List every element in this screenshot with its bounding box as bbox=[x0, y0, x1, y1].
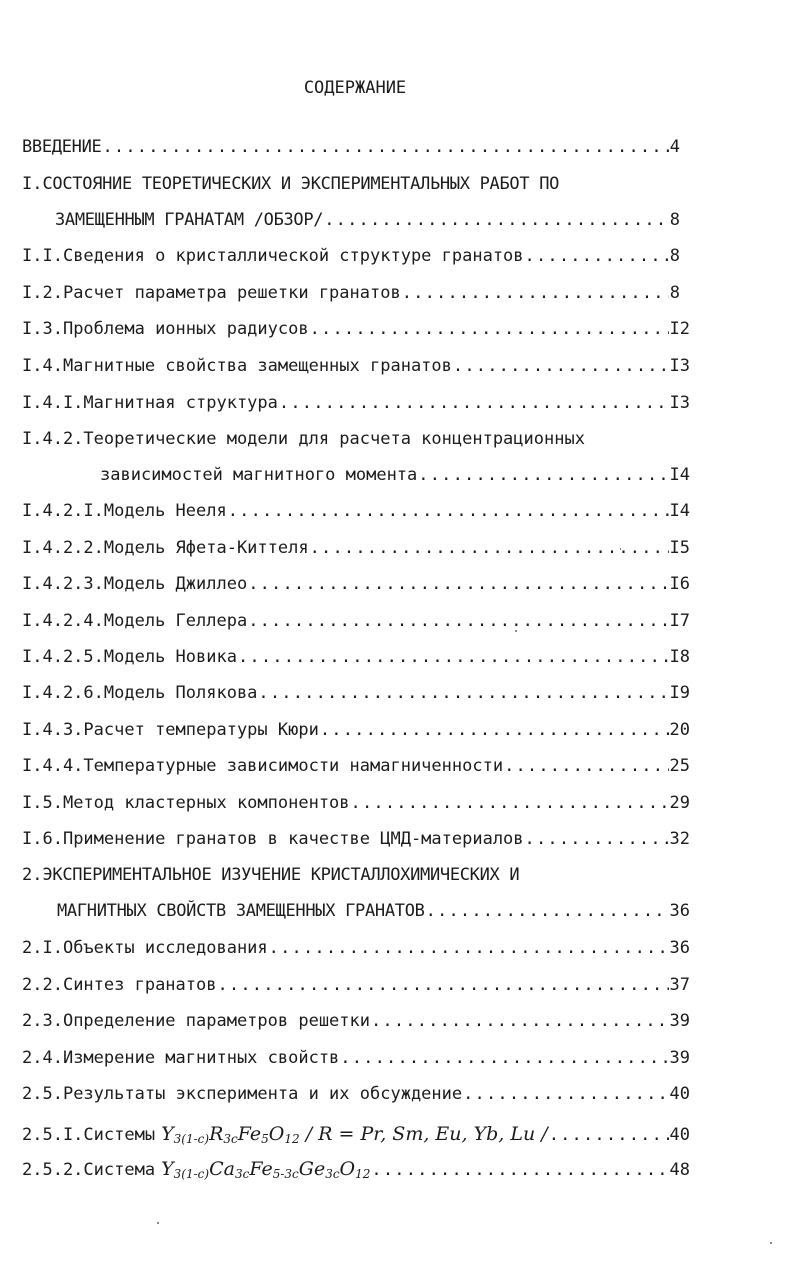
toc-entry-1-4-2-cont bbox=[100, 462, 690, 488]
toc-entry-introduction bbox=[22, 134, 680, 160]
leader-dots bbox=[371, 1008, 669, 1034]
leader-dots bbox=[279, 390, 669, 416]
toc-entry-title: Определение параметров решетки bbox=[62, 1011, 370, 1031]
toc-section-number: I. bbox=[22, 174, 43, 194]
toc-page-number: 4 bbox=[669, 137, 680, 157]
toc-entry-title: Система bbox=[83, 1160, 156, 1180]
toc-section-number: I.4.2.4. bbox=[22, 611, 104, 631]
toc-section-number: I.4.2. bbox=[22, 429, 84, 449]
toc-entry-chapter-2-cont bbox=[57, 898, 690, 924]
toc-page-number: 8 bbox=[669, 210, 680, 230]
toc-page-number: I9 bbox=[669, 683, 690, 703]
leader-dots bbox=[340, 1045, 668, 1071]
toc-page-number: I7 bbox=[669, 611, 690, 631]
toc-entry-1-4-2 bbox=[22, 426, 690, 452]
toc-page-number: I4 bbox=[669, 501, 690, 521]
leader-dots bbox=[463, 1081, 668, 1107]
toc-entry-title: Температурные зависимости намагниченности bbox=[83, 756, 504, 776]
toc-entry-title: Теоретические модели для расчета концентрационных bbox=[83, 429, 585, 449]
scan-speck bbox=[157, 1222, 159, 1224]
toc-entry-title: Применение гранатов в качестве ЦМД-материалов bbox=[62, 829, 524, 849]
leader-dots bbox=[549, 1119, 669, 1150]
toc-section-number: I.4.2.3. bbox=[22, 574, 104, 594]
leader-dots bbox=[418, 462, 668, 488]
toc-entry-title: ЗАМЕЩЕННЫМ ГРАНАТАМ /ОБЗОР/ bbox=[55, 210, 324, 230]
toc-section-number: I.4.2.I. bbox=[22, 501, 104, 521]
toc-entry-2-3 bbox=[22, 1008, 690, 1034]
leader-dots bbox=[453, 353, 669, 379]
leader-dots bbox=[320, 717, 669, 743]
leader-dots bbox=[504, 753, 668, 779]
toc-section-number: I.4.2.5. bbox=[22, 647, 104, 667]
toc-section-number: 2.I. bbox=[22, 938, 63, 958]
toc-section-number: 2.5.I. bbox=[22, 1125, 84, 1145]
toc-section-number: I.4.3. bbox=[22, 720, 84, 740]
toc-page-number: 36 bbox=[669, 938, 690, 958]
leader-dots bbox=[217, 972, 668, 998]
toc-section-number: I.3. bbox=[22, 319, 63, 339]
toc-page-number: I6 bbox=[669, 574, 690, 594]
toc-entry-title: МАГНИТНЫХ СВОЙСТВ ЗАМЕЩЕННЫХ ГРАНАТОВ bbox=[57, 901, 425, 921]
toc-entry-1-4-2-4 bbox=[22, 608, 690, 634]
toc-entry-title: Модель Новика bbox=[103, 647, 237, 667]
toc-entry-1-4-1 bbox=[22, 390, 690, 416]
scan-speck bbox=[620, 548, 621, 550]
toc-entry-1-5 bbox=[22, 790, 690, 816]
toc-section-number: I.4.2.2. bbox=[22, 538, 104, 558]
toc-entry-2-5-1 bbox=[22, 1118, 690, 1150]
toc-entry-1-4-2-6 bbox=[22, 680, 690, 706]
leader-dots bbox=[310, 316, 669, 342]
toc-entry-title: Проблема ионных радиусов bbox=[62, 319, 309, 339]
toc-entry-1-4-2-1 bbox=[22, 498, 690, 524]
scan-speck bbox=[770, 1242, 772, 1244]
toc-entry-title: Магнитная структура bbox=[83, 393, 278, 413]
leader-dots bbox=[248, 571, 668, 597]
toc-page-number: 8 bbox=[669, 246, 680, 266]
toc-entry-1-4-2-2 bbox=[22, 535, 690, 561]
toc-page-number: 29 bbox=[669, 793, 690, 813]
leader-dots bbox=[269, 935, 669, 961]
toc-entry-2-1 bbox=[22, 935, 690, 961]
toc-entry-2-4 bbox=[22, 1045, 690, 1071]
leader-dots bbox=[324, 207, 669, 233]
toc-entry-title: Метод кластерных компонентов bbox=[62, 793, 350, 813]
toc-entry-chapter-2 bbox=[22, 862, 690, 888]
toc-page-number: 32 bbox=[669, 829, 690, 849]
leader-dots bbox=[371, 1154, 668, 1185]
toc-section-number: 2.3. bbox=[22, 1011, 63, 1031]
toc-entry-title: Измерение магнитных свойств bbox=[62, 1048, 340, 1068]
toc-section-number: I.6. bbox=[22, 829, 63, 849]
leader-dots bbox=[525, 243, 669, 269]
toc-page-number: 48 bbox=[669, 1160, 690, 1180]
toc-entry-2-5 bbox=[22, 1081, 690, 1107]
toc-section-number: 2.4. bbox=[22, 1048, 63, 1068]
toc-section-number: I.4.2.6. bbox=[22, 683, 104, 703]
leader-dots bbox=[402, 280, 669, 306]
leader-dots bbox=[310, 535, 669, 561]
chemical-formula: $Y_{3(1-c)}Ca_{3c}Fe_{5-3c}Ge_{3c}O_{12}$ bbox=[161, 1158, 371, 1181]
toc-entry-title: Сведения о кристаллической структуре гранатов bbox=[62, 246, 524, 266]
toc-entry-2-2 bbox=[22, 972, 690, 998]
toc-section-number: I.4.4. bbox=[22, 756, 84, 776]
toc-entry-title: Модель Полякова bbox=[103, 683, 258, 703]
page-title: СОДЕРЖАНИЕ bbox=[303, 78, 407, 98]
toc-entry-title: Результаты эксперимента и их обсуждение bbox=[62, 1084, 463, 1104]
leader-dots bbox=[258, 680, 668, 706]
toc-page-number: I2 bbox=[669, 319, 690, 339]
leader-dots bbox=[228, 498, 669, 524]
toc-page-number: 25 bbox=[669, 756, 690, 776]
toc-entry-title: Модель Нееля bbox=[103, 501, 227, 521]
toc-page-number: I4 bbox=[669, 465, 690, 485]
toc-entry-title: Модель Джиллео bbox=[103, 574, 248, 594]
toc-entry-title: Модель Яфета-Киттеля bbox=[103, 538, 309, 558]
toc-page-number: 36 bbox=[669, 901, 690, 921]
toc-section-number: I.4. bbox=[22, 356, 63, 376]
toc-page-number: I5 bbox=[669, 538, 690, 558]
toc-section-number: I.2. bbox=[22, 283, 63, 303]
toc-entry-1-1 bbox=[22, 243, 680, 269]
toc-entry-chapter-1 bbox=[22, 171, 680, 197]
toc-section-number: I.4.I. bbox=[22, 393, 84, 413]
toc-page-number: 40 bbox=[669, 1084, 690, 1104]
toc-entry-1-2 bbox=[22, 280, 680, 306]
toc-entry-title: Модель Геллера bbox=[103, 611, 248, 631]
toc-entry-1-4-2-3 bbox=[22, 571, 690, 597]
toc-entry-title: Объекты исследования bbox=[62, 938, 268, 958]
leader-dots bbox=[248, 608, 668, 634]
toc-entry-title: ВВЕДЕНИЕ bbox=[22, 137, 102, 157]
toc-page-number: I3 bbox=[669, 356, 690, 376]
toc-entry-title: Магнитные свойства замещенных гранатов bbox=[62, 356, 452, 376]
toc-entry-title: ЭКСПЕРИМЕНТАЛЬНОЕ ИЗУЧЕНИЕ КРИСТАЛЛОХИМИЧЕСКИХ И bbox=[42, 865, 520, 885]
toc-entry-title: Расчет температуры Кюри bbox=[83, 720, 319, 740]
toc-section-number: 2.5. bbox=[22, 1084, 63, 1104]
toc-page-number: 8 bbox=[669, 283, 680, 303]
toc-page-number: 40 bbox=[669, 1125, 690, 1145]
toc-entry-title: Системы bbox=[83, 1125, 156, 1145]
toc-entry-title: Синтез гранатов bbox=[62, 975, 217, 995]
toc-page-number: I8 bbox=[669, 647, 690, 667]
toc-section-number: I.5. bbox=[22, 793, 63, 813]
toc-section-number: I.I. bbox=[22, 246, 63, 266]
toc-page-number: 39 bbox=[669, 1048, 690, 1068]
toc-entry-1-4-2-5 bbox=[22, 644, 690, 670]
toc-entry-chapter-1-cont bbox=[55, 207, 680, 233]
toc-page-number: I3 bbox=[669, 393, 690, 413]
toc-entry-title: Расчет параметра решетки гранатов bbox=[62, 283, 401, 303]
toc-section-number: 2. bbox=[22, 865, 43, 885]
toc-page-number: 39 bbox=[669, 1011, 690, 1031]
leader-dots bbox=[351, 790, 669, 816]
toc-entry-title: СОСТОЯНИЕ ТЕОРЕТИЧЕСКИХ И ЭКСПЕРИМЕНТАЛЬНЫХ РАБОТ ПО bbox=[42, 174, 560, 194]
toc-entry-1-4-4 bbox=[22, 753, 690, 779]
toc-entry-1-4 bbox=[22, 353, 690, 379]
toc-section-number: 2.2. bbox=[22, 975, 63, 995]
leader-dots bbox=[238, 644, 669, 670]
leader-dots bbox=[426, 898, 669, 924]
toc-entry-title: зависимостей магнитного момента bbox=[100, 465, 418, 485]
scan-speck bbox=[515, 630, 517, 632]
toc-entry-1-6 bbox=[22, 826, 690, 852]
chemical-formula: $Y_{3(1-c)}R_{3c}Fe_5O_{12} / R = Pr$, Sm, Eu, Yb, Lu / bbox=[161, 1123, 548, 1146]
leader-dots bbox=[525, 826, 669, 852]
toc-entry-2-5-2 bbox=[22, 1153, 690, 1185]
toc-page-number: 20 bbox=[669, 720, 690, 740]
toc-entry-1-3 bbox=[22, 316, 690, 342]
leader-dots bbox=[102, 134, 668, 160]
toc-entry-1-4-3 bbox=[22, 717, 690, 743]
toc-page-number: 37 bbox=[669, 975, 690, 995]
toc-section-number: 2.5.2. bbox=[22, 1160, 84, 1180]
